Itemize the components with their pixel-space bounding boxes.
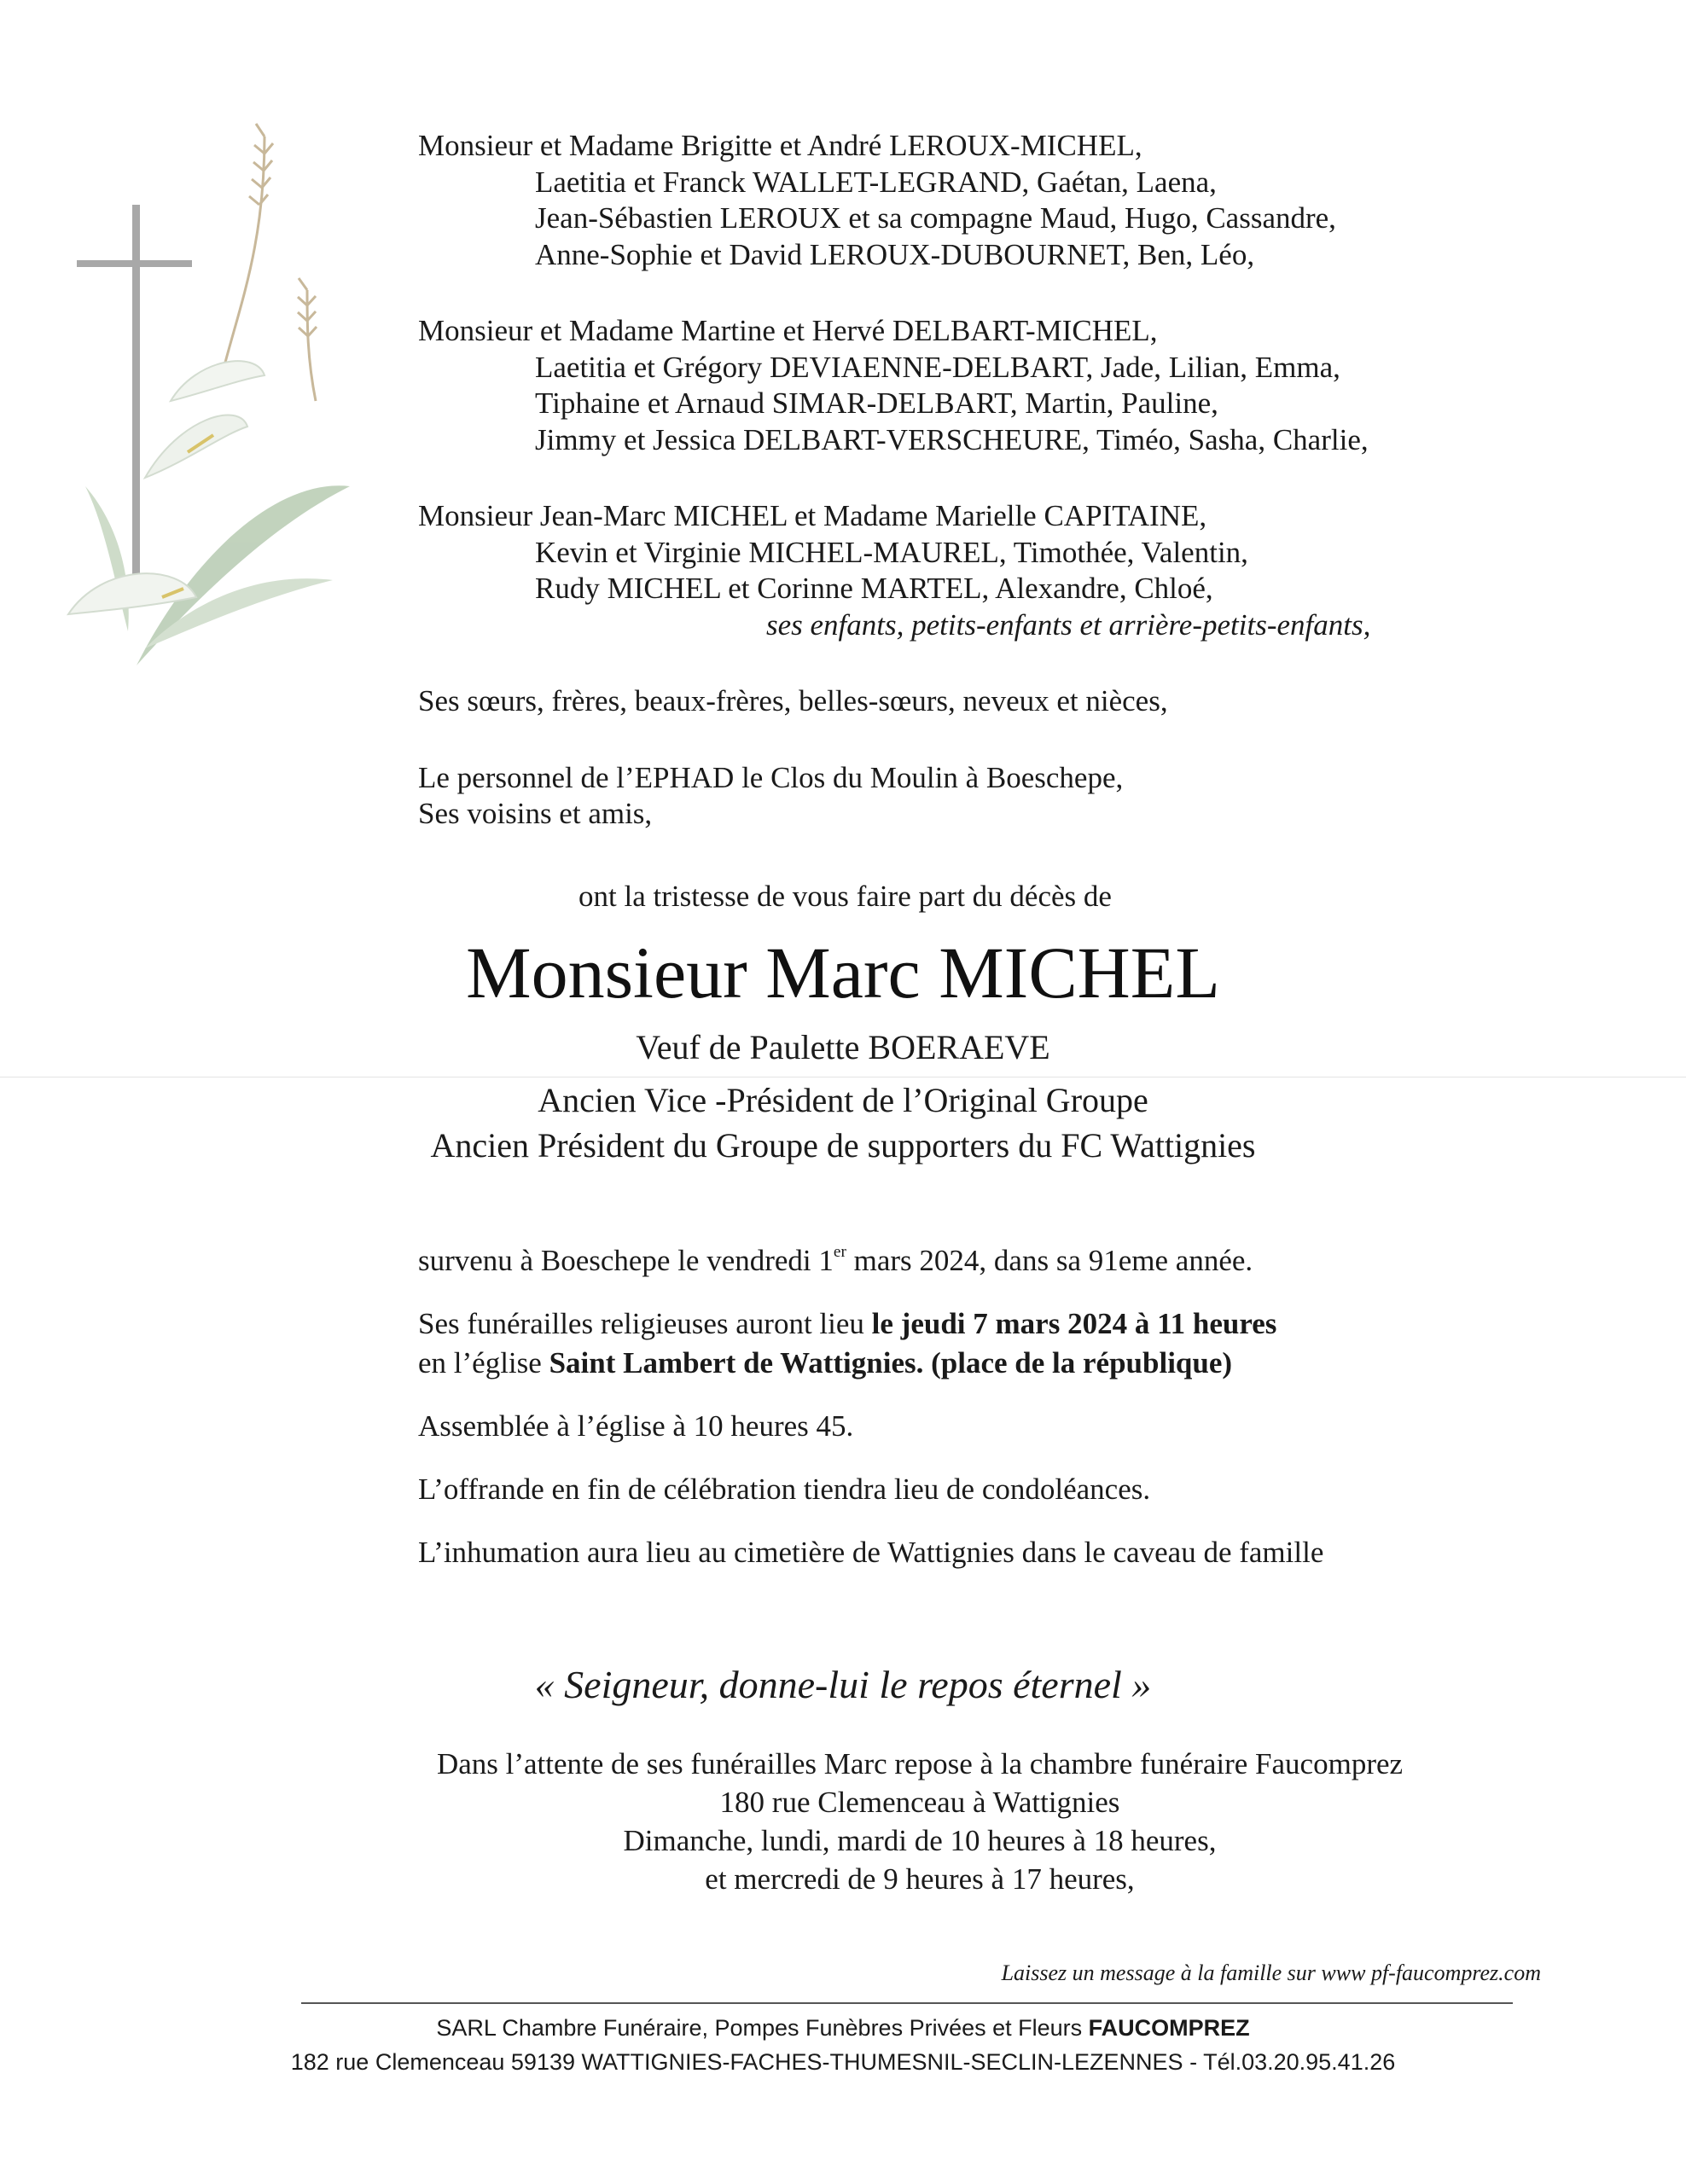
family-line: Kevin et Virginie MICHEL-MAUREL, Timothée, Valentin, xyxy=(535,535,1248,569)
family-line: Monsieur et Madame Martine et Hervé DELBART-MICHEL, xyxy=(418,314,1158,347)
deceased-name: Monsieur Marc MICHEL xyxy=(466,932,1220,1014)
family-line: Tiphaine et Arnaud SIMAR-DELBART, Martin, Pauline, xyxy=(535,386,1218,420)
announcement-text: ont la tristesse de vous faire part du décès de xyxy=(578,880,1112,913)
family-line: Laetitia et Franck WALLET-LEGRAND, Gaétan, Laena, xyxy=(535,165,1217,199)
repose-line: et mercredi de 9 heures à 17 heures, xyxy=(705,1862,1135,1896)
funeral-details xyxy=(418,1241,1323,1572)
assembly-line: Assemblée à l’église à 10 heures 45. xyxy=(418,1409,854,1443)
website-message: Laissez un message à la famille sur www pf-faucomprez.com xyxy=(1001,1960,1541,1985)
company-line: SARL Chambre Funéraire, Pompes Funèbres Privées et Fleurs FAUCOMPREZ xyxy=(436,2015,1250,2041)
repose-info xyxy=(0,1745,1686,1898)
family-line: Ses voisins et amis, xyxy=(418,797,653,830)
family-line: Le personnel de l’EPHAD le Clos du Moulin à Boeschepe, xyxy=(418,760,1124,794)
family-list xyxy=(418,128,1370,833)
lily-icon xyxy=(68,361,265,614)
family-line: Jimmy et Jessica DELBART-VERSCHEURE, Timéo, Sasha, Charlie, xyxy=(535,422,1369,456)
family-line: Monsieur Jean-Marc MICHEL et Madame Marielle CAPITAINE, xyxy=(418,499,1207,532)
footer xyxy=(0,2011,1686,2079)
family-line: Anne-Sophie et David LEROUX-DUBOURNET, Ben, Léo, xyxy=(535,237,1255,271)
repose-line: Dans l’attente de ses funérailles Marc repose à la chambre funéraire Faucomprez xyxy=(436,1747,1404,1780)
quote-text: « Seigneur, donne-lui le repos éternel » xyxy=(534,1663,1152,1706)
role-line: Ancien Président du Groupe de supporters du FC Wattignies xyxy=(430,1126,1256,1165)
repose-line: 180 rue Clemenceau à Wattignies xyxy=(719,1786,1120,1819)
role-line: Ancien Vice -Président de l’Original Groupe xyxy=(538,1081,1148,1119)
death-line: survenu à Boeschepe le vendredi 1er mars 2024, dans sa 91eme année. xyxy=(418,1242,1253,1277)
family-line: Rudy MICHEL et Corinne MARTEL, Alexandre, Chloé, xyxy=(535,572,1213,605)
family-line: Jean-Sébastien LEROUX et sa compagne Maud, Hugo, Cassandre, xyxy=(535,201,1336,235)
cross-icon xyxy=(77,205,192,606)
wheat-stalk-icon xyxy=(222,124,317,401)
family-line: Monsieur et Madame Brigitte et André LEROUX-MICHEL, xyxy=(418,129,1142,162)
footer-divider xyxy=(301,2002,1513,2004)
burial-line: L’inhumation aura lieu au cimetière de Wattignies dans le caveau de famille xyxy=(418,1536,1324,1569)
church-line: en l’église Saint Lambert de Wattignies. (place de la république) xyxy=(418,1346,1233,1380)
address-line: 182 rue Clemenceau 59139 WATTIGNIES-FACHES-THUMESNIL-SECLIN-LEZENNES - Tél.03.20.95.41.26 xyxy=(290,2049,1396,2075)
family-line: Ses sœurs, frères, beaux-frères, belles-sœurs, neveux et nièces, xyxy=(418,684,1168,717)
widow-line: Veuf de Paulette BOERAEVE xyxy=(636,1028,1050,1066)
repose-line: Dimanche, lundi, mardi de 10 heures à 18 heures, xyxy=(623,1824,1217,1857)
cross-lily-illustration xyxy=(51,119,358,674)
offering-line: L’offrande en fin de célébration tiendra lieu de condoléances. xyxy=(418,1472,1151,1506)
family-relation: ses enfants, petits-enfants et arrière-petits-enfants, xyxy=(766,607,1371,642)
family-line: Laetitia et Grégory DEVIAENNE-DELBART, Jade, Lilian, Emma, xyxy=(535,350,1340,384)
funeral-line: Ses funérailles religieuses auront lieu le jeudi 7 mars 2024 à 11 heures xyxy=(418,1307,1277,1340)
